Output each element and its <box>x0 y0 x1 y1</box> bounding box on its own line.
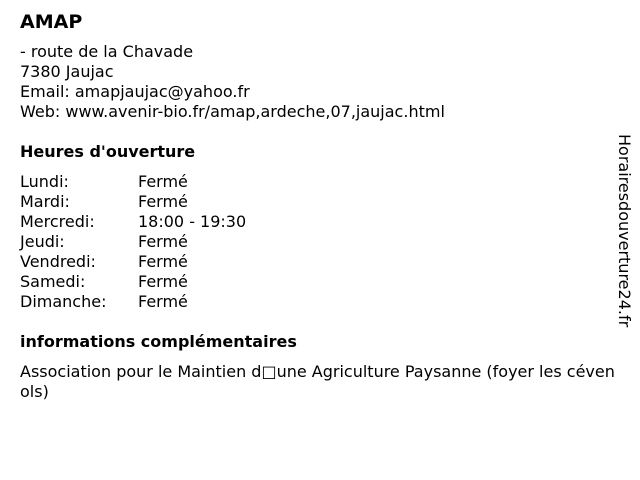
hours-row-sunday <box>20 292 620 312</box>
hours-day: Dimanche: <box>20 292 107 311</box>
hours-row-saturday <box>20 272 620 292</box>
web-line: Web: www.avenir-bio.fr/amap,ardeche,07,jaujac.html <box>20 102 445 121</box>
address-line-2: 7380 Jaujac <box>20 62 114 81</box>
hours-day: Samedi: <box>20 272 86 291</box>
hours-day: Jeudi: <box>20 232 65 251</box>
hours-value: 18:00 - 19:30 <box>138 212 247 231</box>
hours-day: Mercredi: <box>20 212 95 231</box>
business-card <box>20 10 620 402</box>
hours-row-wednesday <box>20 212 620 232</box>
info-text: Association pour le Maintien d□une Agriculture Paysanne (foyer les cévenols) <box>20 362 615 401</box>
hours-value: Fermé <box>138 252 188 271</box>
info-heading: informations complémentaires <box>20 332 297 351</box>
hours-row-tuesday <box>20 192 620 212</box>
hours-table <box>20 172 620 312</box>
site-watermark: Horairesdouverture24.fr <box>615 134 634 328</box>
hours-value: Fermé <box>138 232 188 251</box>
hours-value: Fermé <box>138 292 188 311</box>
business-name: AMAP <box>20 11 83 33</box>
hours-row-monday <box>20 172 620 192</box>
hours-value: Fermé <box>138 192 188 211</box>
hours-row-thursday <box>20 232 620 252</box>
hours-day: Mardi: <box>20 192 70 211</box>
email-line: Email: amapjaujac@yahoo.fr <box>20 82 250 101</box>
hours-heading: Heures d'ouverture <box>20 142 196 161</box>
address-line-1: - route de la Chavade <box>20 42 194 61</box>
hours-value: Fermé <box>138 272 188 291</box>
hours-value: Fermé <box>138 172 188 191</box>
hours-day: Vendredi: <box>20 252 96 271</box>
hours-day: Lundi: <box>20 172 69 191</box>
hours-row-friday <box>20 252 620 272</box>
